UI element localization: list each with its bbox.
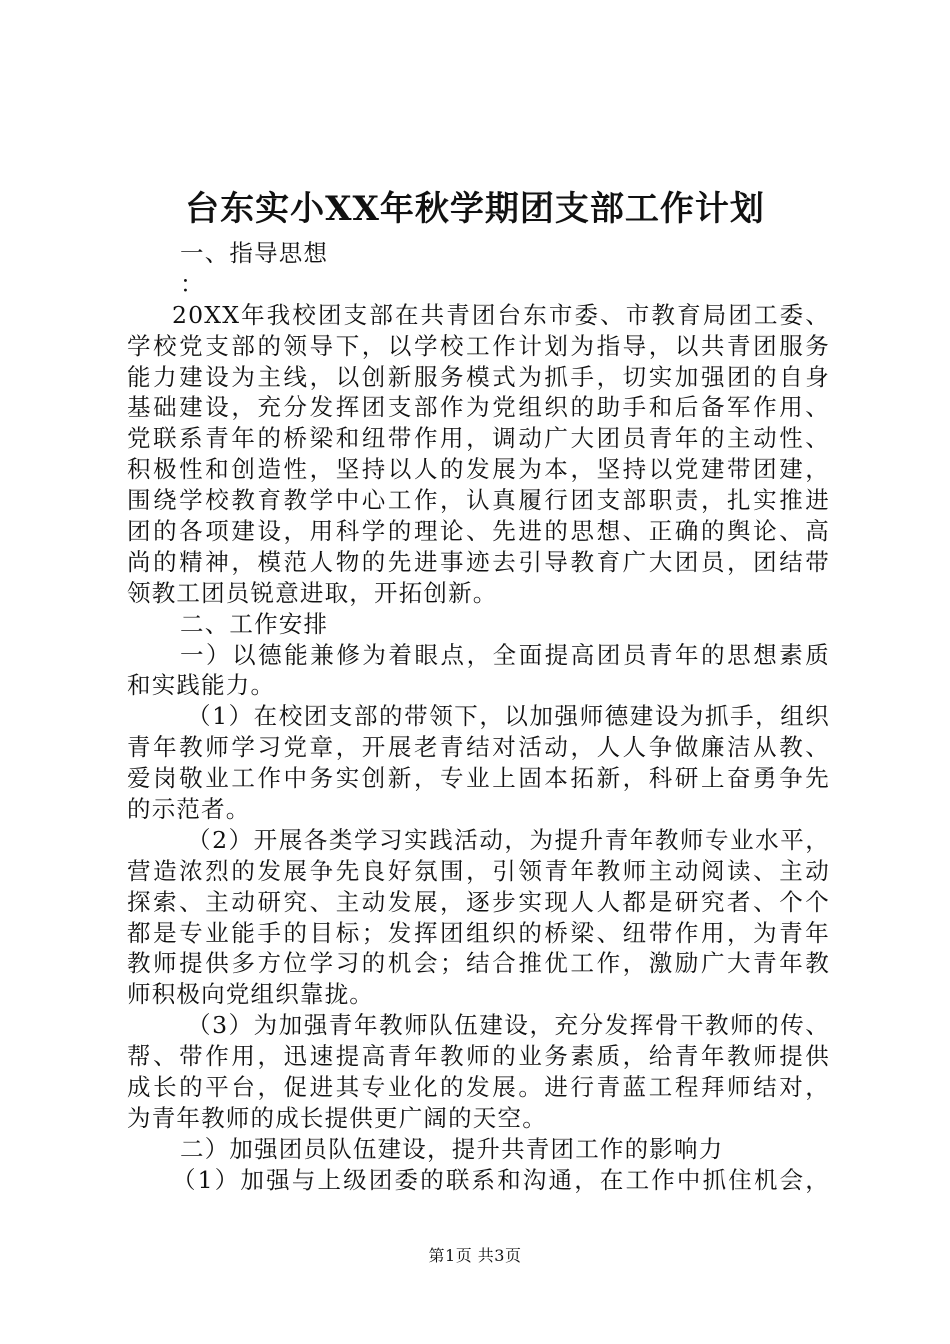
text-line: 教师提供多方位学习的机会；结合推优工作，激励广大青年教 [127, 949, 830, 978]
text-line: 学校党支部的领导下，以学校工作计划为指导，以共青团服务 [127, 331, 830, 360]
text-line: 团的各项建设，用科学的理论、先进的思想、正确的舆论、高 [127, 517, 830, 546]
text-line: 20XX年我校团支部在共青团台东市委、市教育局团工委、 [172, 300, 830, 329]
document-title: 台东实小XX年秋学期团支部工作计划 [185, 189, 765, 229]
text-line: 基础建设，充分发挥团支部作为党组织的助手和后备军作用、 [127, 393, 830, 422]
text-line: 围绕学校教育教学中心工作，认真履行团支部职责，扎实推进 [127, 486, 830, 515]
text-line: 爱岗敬业工作中务实创新，专业上固本拓新，科研上奋勇争先 [127, 764, 830, 793]
text-line: （3）为加强青年教师队伍建设，充分发挥骨干教师的传、 [187, 1011, 830, 1040]
text-line: ： [180, 269, 205, 298]
section-heading: 二、工作安排 [180, 609, 329, 638]
text-line: 成长的平台，促进其专业化的发展。进行青蓝工程拜师结对， [127, 1073, 830, 1102]
subsection-heading: 一）以德能兼修为着眼点，全面提高团员青年的思想素质 [180, 640, 830, 669]
text-line: （2）开展各类学习实践活动，为提升青年教师专业水平， [187, 825, 830, 854]
text-line: 和实践能力。 [127, 671, 276, 700]
text-line: 为青年教师的成长提供更广阔的天空。 [127, 1103, 547, 1132]
text-line: 都是专业能手的目标；发挥团组织的桥梁、纽带作用，为青年 [127, 918, 830, 947]
page-footer: 第1页 共3页 [428, 1246, 522, 1265]
document-body [127, 238, 830, 1196]
text-line: （1）加强与上级团委的联系和沟通，在工作中抓住机会， [172, 1165, 830, 1194]
text-line: 青年教师学习党章，开展老青结对活动，人人争做廉洁从教、 [127, 733, 830, 762]
text-line: 尚的精神，模范人物的先进事迹去引导教育广大团员，团结带 [127, 547, 830, 576]
text-line: 党联系青年的桥梁和纽带作用，调动广大团员青年的主动性、 [127, 424, 830, 453]
text-line: 营造浓烈的发展争先良好氛围，引领青年教师主动阅读、主动 [127, 856, 830, 885]
subsection-heading: 二）加强团员队伍建设，提升共青团工作的影响力 [180, 1134, 724, 1163]
text-line: 积极性和创造性，坚持以人的发展为本，坚持以党建带团建， [127, 455, 830, 484]
text-line: 的示范者。 [127, 795, 251, 824]
text-line: （1）在校团支部的带领下，以加强师德建设为抓手，组织 [187, 702, 830, 731]
text-line: 领教工团员锐意进取，开拓创新。 [127, 578, 498, 607]
text-line: 探索、主动研究、主动发展，逐步实现人人都是研究者、个个 [127, 887, 830, 916]
text-line: 能力建设为主线，以创新服务模式为抓手，切实加强团的自身 [127, 362, 830, 391]
text-line: 师积极向党组织靠拢。 [127, 980, 374, 1009]
text-line: 帮、带作用，迅速提高青年教师的业务素质，给青年教师提供 [127, 1042, 830, 1071]
section-heading: 一、指导思想 [180, 239, 329, 267]
